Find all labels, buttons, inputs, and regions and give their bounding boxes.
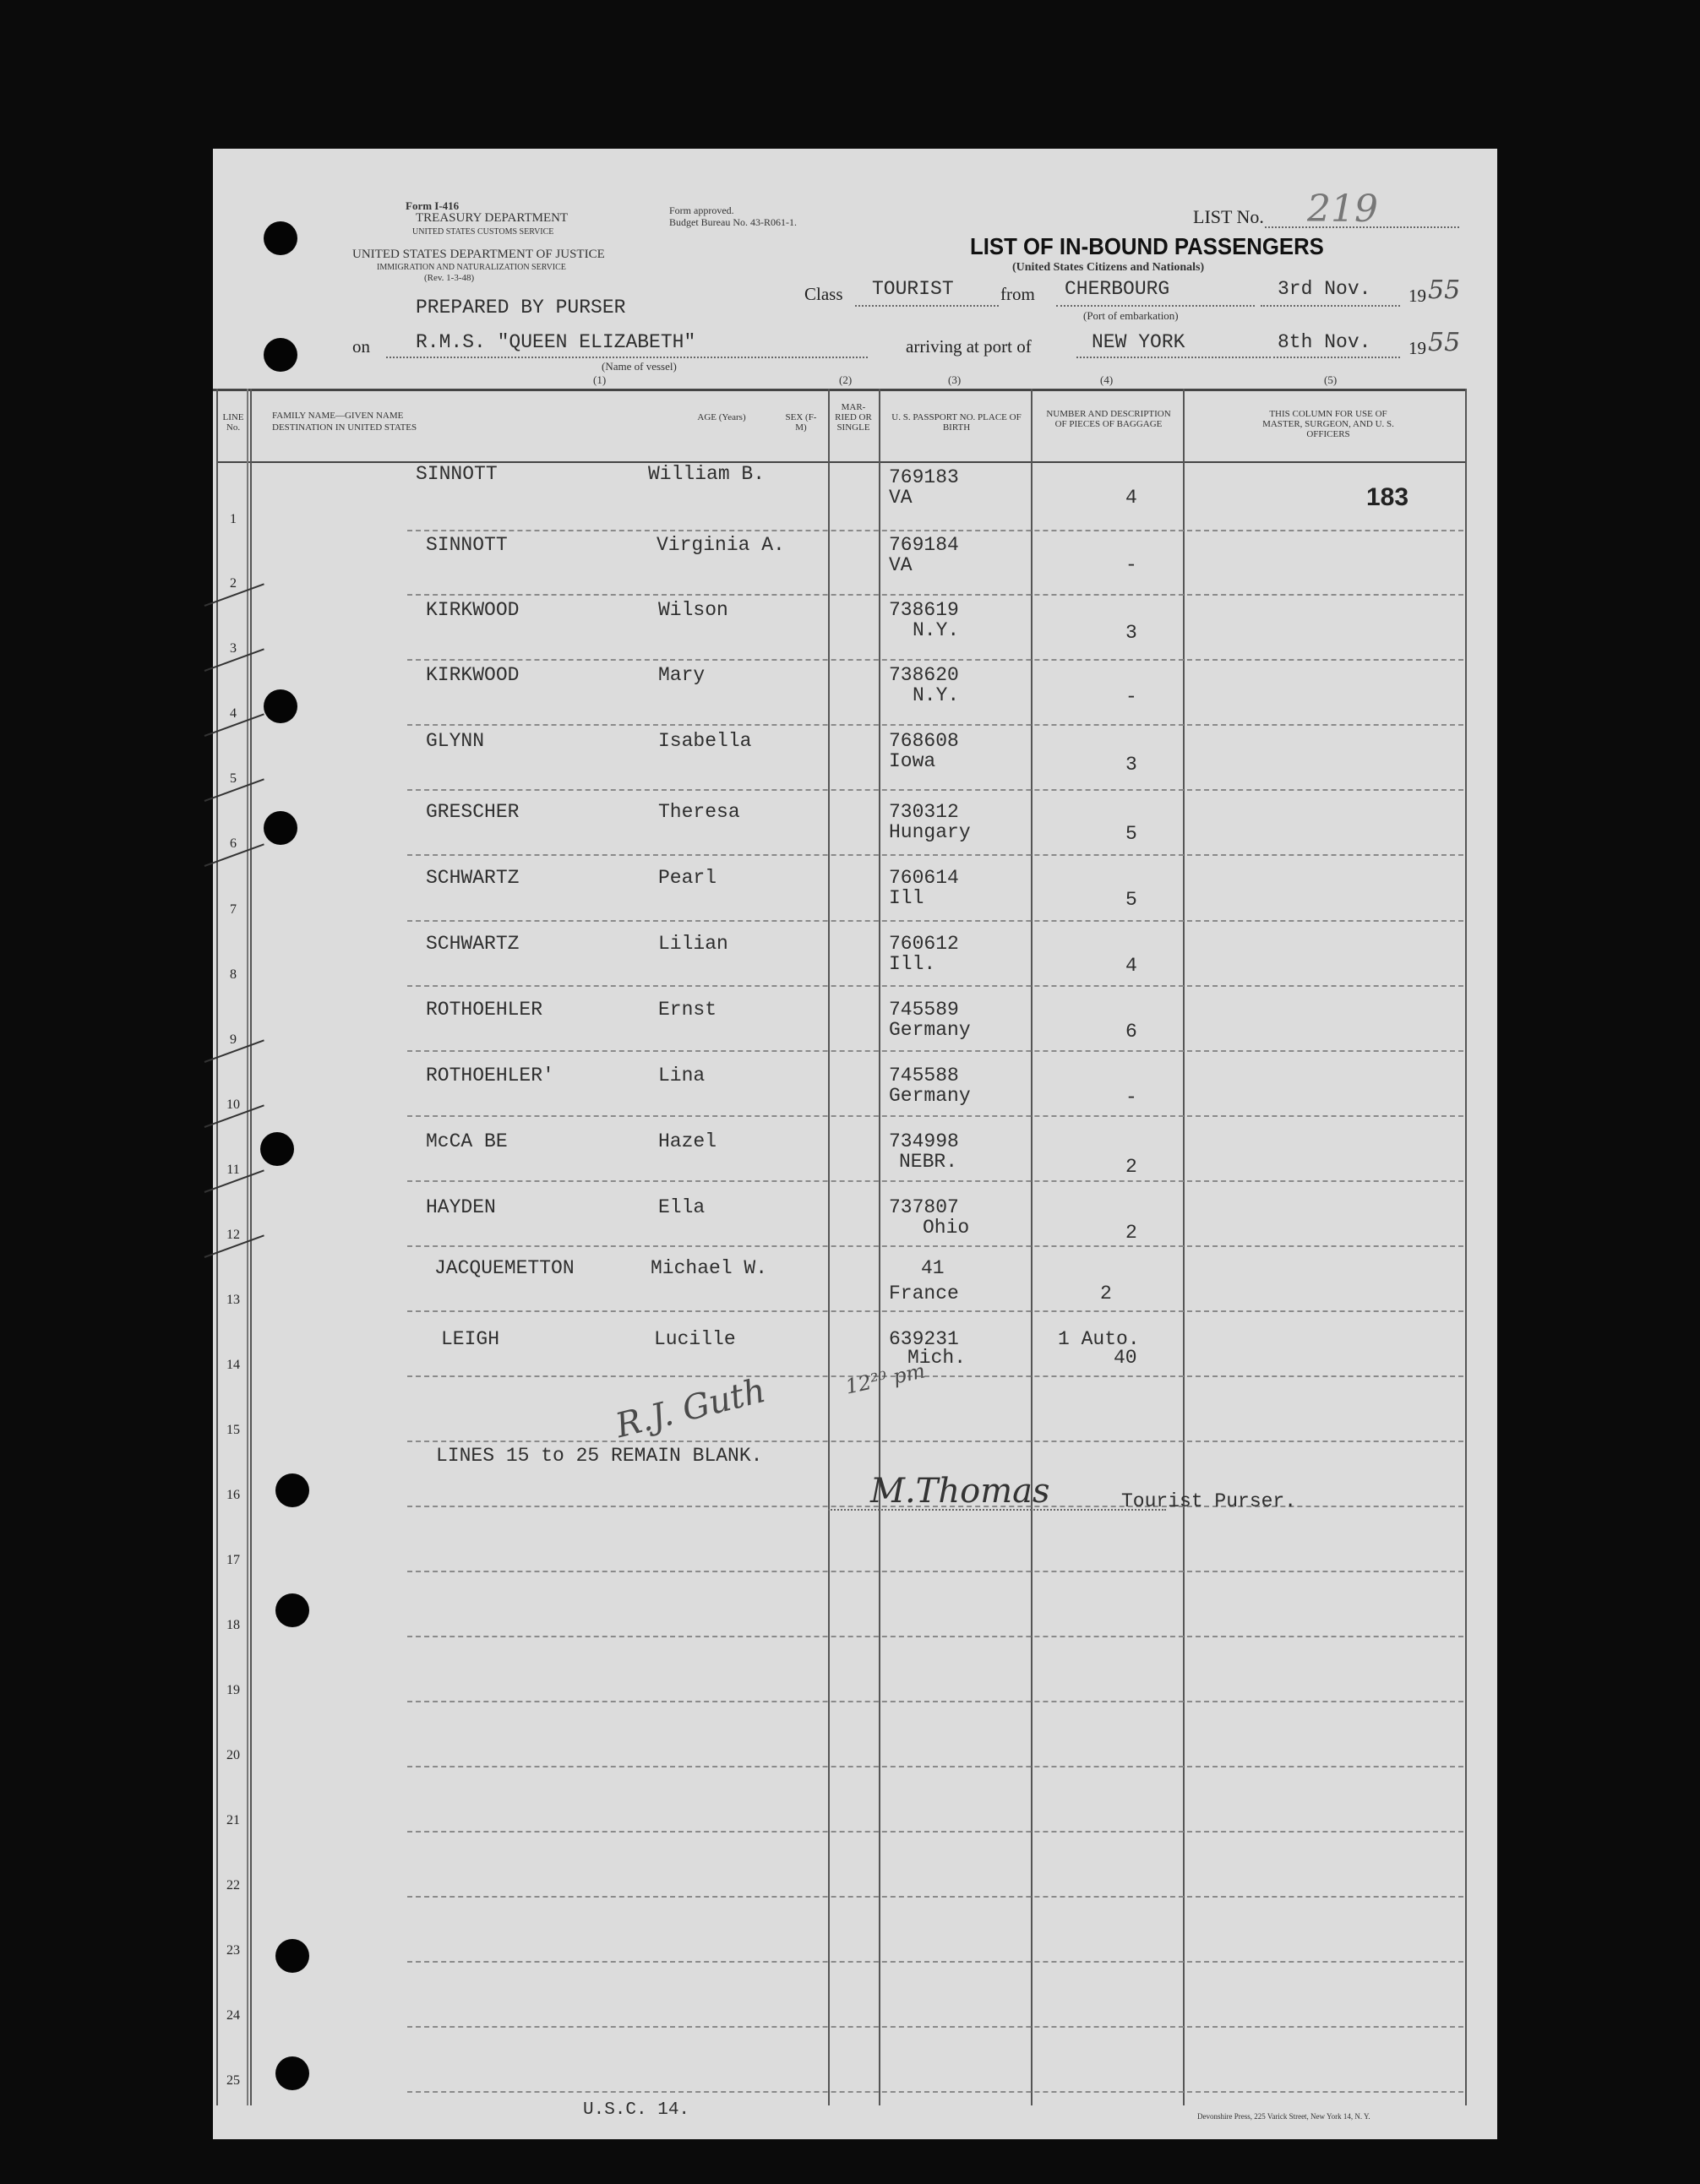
line-number: 18: [226, 1618, 240, 1632]
line-number: 23: [226, 1943, 240, 1958]
baggage-count: 2: [1100, 1283, 1112, 1304]
purser-signature: M.Thomas: [870, 1472, 1050, 1511]
passenger-given-name: Pearl: [658, 867, 717, 889]
passenger-surname: McCA BE: [426, 1130, 508, 1152]
depart-year-suffix: 55: [1428, 275, 1461, 305]
line-number: 22: [226, 1878, 240, 1893]
baggage-count: 6: [1125, 1021, 1137, 1043]
on-label: on: [352, 336, 370, 357]
passport-number: 745589: [889, 999, 959, 1021]
passport-number: 745588: [889, 1065, 959, 1087]
place-of-birth: Iowa: [889, 750, 936, 772]
passport-number: 734998: [889, 1130, 959, 1152]
place-of-birth: Germany: [889, 1085, 971, 1107]
remain-blank-note: LINES 15 to 25 REMAIN BLANK.: [436, 1445, 763, 1467]
form-revision: (Rev. 1-3-48): [424, 273, 475, 283]
passport-number: 730312: [889, 801, 959, 823]
col-destination: DESTINATION IN UNITED STATES: [272, 422, 417, 433]
line-number: 15: [226, 1423, 240, 1437]
baggage-description: 1 Auto.: [1058, 1328, 1140, 1350]
from-label: from: [1000, 284, 1035, 304]
line-number: 1: [230, 512, 237, 526]
passenger-surname: LEIGH: [441, 1328, 500, 1350]
line-number: 7: [230, 902, 237, 917]
passenger-surname: GRESCHER: [426, 801, 520, 823]
passenger-given-name: Mary: [658, 664, 706, 686]
binder-hole: [264, 338, 297, 372]
col-officers: THIS COLUMN FOR USE OF MASTER, SURGEON, AND U. S. OFFICERS: [1262, 409, 1394, 439]
place-of-birth: VA: [889, 554, 913, 576]
from-value: CHERBOURG: [1065, 278, 1170, 300]
line-number: 12: [226, 1228, 240, 1242]
line-number: 14: [226, 1358, 240, 1372]
col-line-no: LINE No.: [222, 412, 244, 433]
col-number-1: (1): [593, 373, 607, 386]
baggage-count: 3: [1125, 622, 1137, 644]
line-number: 24: [226, 2008, 240, 2023]
vessel-name: R.M.S. "QUEEN ELIZABETH": [416, 331, 696, 353]
binder-hole: [275, 1473, 309, 1507]
line-number: 6: [230, 836, 237, 851]
justice-department: UNITED STATES DEPARTMENT OF JUSTICE: [352, 248, 605, 261]
passenger-surname: KIRKWOOD: [426, 599, 520, 621]
line-number: 17: [226, 1553, 240, 1567]
line-number: 9: [230, 1032, 237, 1047]
form-number: Form I-416: [406, 199, 460, 212]
place-of-birth: Mich.: [907, 1347, 967, 1369]
place-of-birth: Ill.: [889, 953, 936, 975]
line-number: 2: [230, 576, 237, 591]
passenger-surname: HAYDEN: [426, 1196, 496, 1218]
form-approved: Form approved.: [669, 204, 734, 216]
passenger-given-name: Wilson: [658, 599, 728, 621]
purser-title: Tourist Purser.: [1121, 1490, 1297, 1512]
line-number: 13: [226, 1293, 240, 1307]
treasury-department: TREASURY DEPARTMENT: [416, 211, 569, 225]
place-of-birth: VA: [889, 487, 913, 509]
line-number: 8: [230, 967, 237, 982]
place-of-birth: Germany: [889, 1019, 971, 1041]
baggage-count: 4: [1125, 955, 1137, 977]
line-number: 19: [226, 1683, 240, 1697]
line-number: 16: [226, 1488, 240, 1502]
officer-note: 183: [1366, 483, 1409, 511]
officer-signature: R.J. Guth: [612, 1370, 770, 1446]
passenger-given-name: Hazel: [658, 1130, 717, 1152]
class-value: TOURIST: [872, 278, 954, 300]
line-number: 3: [230, 641, 237, 656]
manifest-page: [213, 149, 1497, 2139]
place-of-birth: Ohio: [923, 1217, 970, 1239]
passenger-given-name: Lina: [658, 1065, 706, 1087]
baggage-count: 2: [1125, 1156, 1137, 1178]
passenger-given-name: Lilian: [658, 933, 728, 955]
passenger-given-name: Isabella: [658, 730, 752, 752]
baggage-weight: 40: [1114, 1347, 1137, 1369]
binder-hole: [275, 2056, 309, 2090]
passport-number: 769183: [889, 466, 959, 488]
passport-number: 738620: [889, 664, 959, 686]
binder-hole: [264, 811, 297, 845]
passport-number: 737807: [889, 1196, 959, 1218]
col-baggage: NUMBER AND DESCRIPTION OF PIECES OF BAGGAGE: [1046, 409, 1171, 429]
place-of-birth: Ill: [889, 887, 924, 909]
passenger-given-name: Lucille: [654, 1328, 736, 1350]
passport-number: 738619: [889, 599, 959, 621]
baggage-count: 3: [1125, 754, 1137, 776]
baggage-count: -: [1125, 686, 1137, 708]
baggage-count: 5: [1125, 823, 1137, 845]
passenger-given-name: William B.: [648, 463, 766, 485]
col-married: MAR-RIED OR SINGLE: [835, 402, 872, 433]
arrival-port: NEW YORK: [1092, 331, 1185, 353]
port-embarkation-note: (Port of embarkation): [1083, 309, 1179, 322]
col-number-5: (5): [1324, 373, 1338, 386]
customs-service: UNITED STATES CUSTOMS SERVICE: [412, 227, 554, 237]
arriving-label: arriving at port of: [906, 336, 1032, 357]
binder-hole: [264, 221, 297, 255]
passport-number: 769184: [889, 534, 959, 556]
arrival-year-suffix: 55: [1428, 328, 1461, 357]
passenger-given-name: Ella: [658, 1196, 706, 1218]
col-number-3: (3): [948, 373, 962, 386]
col-age: AGE (Years): [697, 412, 746, 422]
printer-imprint: Devonshire Press, 225 Varick Street, New York 14, N. Y.: [1197, 2112, 1370, 2121]
col-number-4: (4): [1100, 373, 1114, 386]
baggage-count: -: [1125, 1087, 1137, 1108]
col-number-2: (2): [839, 373, 853, 386]
col-sex: SEX (F-M): [785, 412, 817, 433]
line-number: 11: [226, 1163, 240, 1177]
col-passport: U. S. PASSPORT NO. PLACE OF BIRTH: [891, 412, 1022, 433]
list-no-value: 219: [1307, 188, 1378, 231]
page-subtitle: (United States Citizens and Nationals): [1012, 261, 1205, 274]
line-number: 10: [226, 1097, 240, 1112]
line-number: 5: [230, 771, 237, 786]
baggage-count: 4: [1125, 487, 1137, 509]
list-no-label: LIST No.: [1193, 206, 1264, 227]
page-title: LIST OF IN-BOUND PASSENGERS: [970, 233, 1324, 259]
passenger-surname: ROTHOEHLER: [426, 999, 543, 1021]
binder-hole: [275, 1593, 309, 1627]
usc-number: U.S.C. 14.: [583, 2100, 690, 2120]
line-number: 21: [226, 1813, 240, 1827]
col-family-name: FAMILY NAME—GIVEN NAME: [272, 411, 404, 421]
passenger-surname: ROTHOEHLER': [426, 1065, 554, 1087]
passenger-surname: SCHWARTZ: [426, 933, 520, 955]
passenger-surname: SINNOTT: [416, 463, 498, 485]
passenger-given-name: Ernst: [658, 999, 717, 1021]
binder-hole: [264, 689, 297, 723]
line-number: 4: [230, 706, 237, 721]
baggage-count: 2: [1125, 1222, 1137, 1244]
place-of-birth: NEBR.: [899, 1151, 958, 1173]
line-number: 20: [226, 1748, 240, 1762]
prepared-by: PREPARED BY PURSER: [416, 297, 626, 319]
passenger-given-name: Michael W.: [651, 1257, 768, 1279]
passport-number: 760614: [889, 867, 959, 889]
binder-hole: [275, 1939, 309, 1973]
depart-date: 3rd Nov.: [1278, 278, 1371, 300]
vessel-name-note: (Name of vessel): [602, 360, 677, 373]
passport-number: 760612: [889, 933, 959, 955]
class-label: Class: [804, 284, 843, 304]
officer-time: 12²⁰ pm: [843, 1359, 928, 1399]
arrival-year-prefix: 19: [1408, 338, 1426, 358]
place-of-birth: N.Y.: [913, 619, 960, 641]
budget-bureau: Budget Bureau No. 43-R061-1.: [669, 216, 797, 228]
passport-number: 768608: [889, 730, 959, 752]
place-of-birth: Hungary: [889, 821, 971, 843]
passenger-given-name: Virginia A.: [657, 534, 785, 556]
passenger-surname: SCHWARTZ: [426, 867, 520, 889]
line-number: 25: [226, 2073, 240, 2088]
arrival-date: 8th Nov.: [1278, 331, 1371, 353]
passenger-surname: GLYNN: [426, 730, 485, 752]
passport-number: 639231: [889, 1328, 959, 1350]
passenger-surname: SINNOTT: [426, 534, 508, 556]
depart-year-prefix: 19: [1408, 286, 1426, 306]
binder-hole: [260, 1132, 294, 1166]
place-of-birth: N.Y.: [913, 684, 960, 706]
ins-service: IMMIGRATION AND NATURALIZATION SERVICE: [377, 263, 566, 272]
baggage-count: -: [1125, 554, 1137, 576]
passenger-surname: KIRKWOOD: [426, 664, 520, 686]
passenger-given-name: Theresa: [658, 801, 740, 823]
place-of-birth: France: [889, 1283, 959, 1304]
passenger-surname: JACQUEMETTON: [434, 1257, 575, 1279]
baggage-count: 5: [1125, 889, 1137, 911]
passport-number: 41: [921, 1257, 945, 1279]
